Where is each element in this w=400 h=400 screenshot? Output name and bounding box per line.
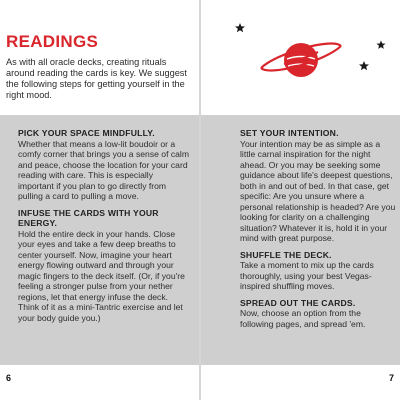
step-title: SHUFFLE THE DECK. (240, 249, 332, 260)
step-title: SPREAD OUT THE CARDS. (240, 297, 356, 308)
planet-icon (261, 43, 341, 77)
step-body: Hold the entire deck in your hands. Close your eyes and take a few deep breaths to center yourself. Now, imagine your heart energy flowing outward and through your magic fingers to the deck itself. (Or, if you're feeling a stronger pulse from your nether regions, let that energy infuse the deck. Think of it as a mini-Tantric exercise and let your body guide you.) (18, 228, 185, 323)
intro-paragraph: As with all oracle decks, creating rituals around reading the cards is key. We suggest the following steps for getting yourself in the right mood. (6, 57, 187, 100)
star-icon (377, 41, 386, 49)
right-steps (240, 128, 396, 335)
step-title: INFUSE THE CARDS WITH YOUR ENERGY. (18, 207, 159, 228)
step-body: Your intention may be as simple as a little carnal inspiration for the night ahead. Or you may be seeking some guidance about life's deepest questions, both in and out of bed. In that case, get specific: Are you unsure where a personal relationship is headed? Are you looking for clarity on a challenging situation? Whatever it is, hold it in your mind with great purpose. (240, 138, 396, 243)
star-icon (359, 61, 369, 70)
step-body: Now, choose an option from the following pages, and spread 'em. (240, 308, 366, 329)
page-heading: READINGS (6, 32, 99, 51)
step-body: Whether that means a low-lit boudoir or a comfy corner that brings you a sense of calm and peace, choose the location for your card reading with care. This is especially important if you plan to go directly from pulling a card to pulling a move. (18, 138, 189, 201)
space-illustration (201, 0, 400, 115)
page-number-right: 7 (388, 373, 394, 383)
star-icon (235, 23, 245, 32)
step-title: SET YOUR INTENTION. (240, 128, 339, 138)
right-page (201, 0, 400, 400)
left-page (0, 0, 199, 400)
page-number-left: 6 (6, 373, 12, 383)
left-steps (18, 128, 190, 329)
step-body: Take a moment to mix up the cards thoroughly, using your best Vegas-inspired shuffling moves. (240, 260, 374, 291)
step-title: PICK YOUR SPACE MINDFULLY. (18, 128, 155, 138)
